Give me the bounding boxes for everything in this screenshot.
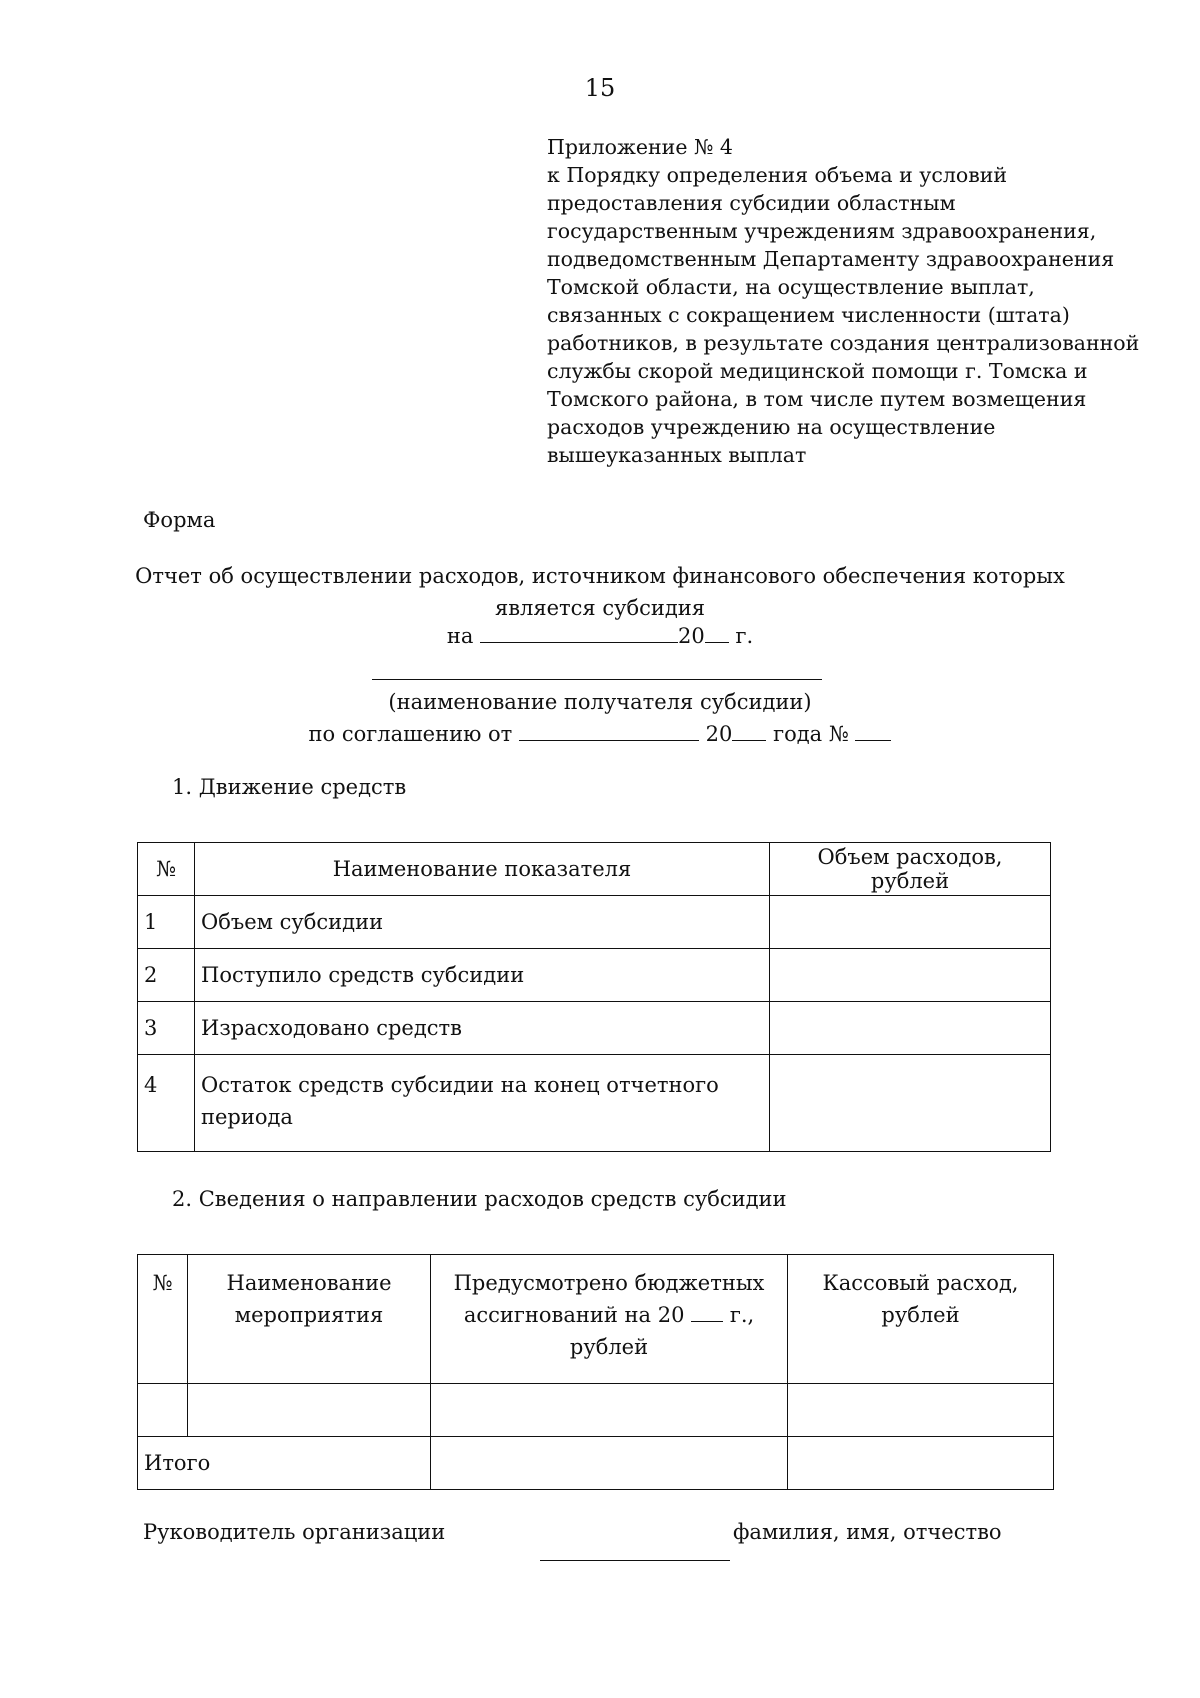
section2-title: 2. Сведения о направлении расходов средств субсидии <box>172 1187 787 1211</box>
header-text: г., <box>729 1303 755 1327</box>
agreement-prefix: по соглашению от <box>308 722 513 746</box>
report-title-line: Отчет об осуществлении расходов, источником финансового обеспечения которых <box>135 564 1065 588</box>
row-value[interactable] <box>770 1055 1051 1152</box>
report-title <box>0 560 1200 624</box>
date-prefix: на <box>446 624 474 648</box>
date-blank[interactable] <box>480 622 678 643</box>
header-line: Кассовый расход, <box>822 1271 1019 1295</box>
row-name-line: периода <box>201 1105 293 1129</box>
table-row <box>138 896 1051 949</box>
agreement-year: 20 <box>705 722 733 746</box>
agreement-suffix: года № <box>773 722 849 746</box>
row-name: Израсходовано средств <box>195 1002 770 1055</box>
appendix-line: к Порядку определения объема и условий <box>547 163 1008 187</box>
appendix-line: вышеуказанных выплат <box>547 443 807 467</box>
recipient-name-line[interactable] <box>372 679 822 680</box>
row-num: 3 <box>138 1002 195 1055</box>
header-amount: Объем расходов, рублей <box>770 843 1051 896</box>
total-cash[interactable] <box>788 1437 1054 1490</box>
table-row <box>138 1002 1051 1055</box>
appendix-line: связанных с сокращением численности (штата) <box>547 303 1070 327</box>
header-cash <box>788 1255 1054 1384</box>
appendix-line: работников, в результате создания централизованной <box>547 331 1140 355</box>
row-num: 2 <box>138 949 195 1002</box>
row-num: 1 <box>138 896 195 949</box>
row-name: Объем субсидии <box>195 896 770 949</box>
expenditure-table <box>137 1254 1054 1490</box>
row-value[interactable] <box>770 896 1051 949</box>
total-label: Итого <box>138 1437 431 1490</box>
cell-activity[interactable] <box>188 1384 431 1437</box>
date-suffix: г. <box>735 624 754 648</box>
year-blank[interactable] <box>705 622 729 643</box>
agreement-date-blank[interactable] <box>519 720 699 741</box>
cell-cash[interactable] <box>788 1384 1054 1437</box>
row-name-line: Остаток средств субсидии на конец отчетного <box>201 1073 719 1097</box>
agreement-year-blank[interactable] <box>732 720 766 741</box>
signature-label: Руководитель организации <box>143 1520 446 1544</box>
header-line <box>437 1299 781 1331</box>
header-line: Наименование <box>226 1271 392 1295</box>
report-title-line: является субсидия <box>494 596 706 620</box>
cell-num[interactable] <box>138 1384 188 1437</box>
row-num: 4 <box>138 1055 195 1152</box>
header-num: № <box>138 843 195 896</box>
header-activity <box>188 1255 431 1384</box>
table-row <box>138 1384 1054 1437</box>
table-row <box>138 949 1051 1002</box>
table-header-row <box>138 1255 1054 1384</box>
header-indicator: Наименование показателя <box>195 843 770 896</box>
table-header-row <box>138 843 1051 896</box>
section1-title: 1. Движение средств <box>172 775 407 799</box>
appendix-header <box>547 133 1167 469</box>
total-planned[interactable] <box>431 1437 788 1490</box>
row-value[interactable] <box>770 949 1051 1002</box>
recipient-caption: (наименование получателя субсидии) <box>388 690 812 714</box>
appendix-line: расходов учреждению на осуществление <box>547 415 996 439</box>
signature-line[interactable] <box>540 1560 730 1561</box>
cell-planned[interactable] <box>431 1384 788 1437</box>
row-name <box>195 1055 770 1152</box>
report-date-line <box>0 622 1200 648</box>
form-label: Форма <box>143 508 216 532</box>
table-row <box>138 1055 1051 1152</box>
header-num: № <box>138 1255 188 1384</box>
page-number: 15 <box>584 74 616 102</box>
appendix-line: подведомственным Департаменту здравоохранения <box>547 247 1115 271</box>
agreement-line <box>0 720 1200 746</box>
total-row <box>138 1437 1054 1490</box>
header-line: мероприятия <box>234 1303 384 1327</box>
appendix-line: государственным учреждениям здравоохранения, <box>547 219 1097 243</box>
header-planned <box>431 1255 788 1384</box>
row-value[interactable] <box>770 1002 1051 1055</box>
appendix-line: службы скорой медицинской помощи г. Томска и <box>547 359 1088 383</box>
appendix-line: Приложение № 4 <box>547 135 733 159</box>
header-line: рублей <box>881 1303 960 1327</box>
header-text: ассигнований на 20 <box>463 1303 685 1327</box>
header-line: рублей <box>569 1335 649 1359</box>
funds-movement-table <box>137 842 1051 1152</box>
appendix-line: Томской области, на осуществление выплат, <box>547 275 1035 299</box>
signature-name-caption: фамилия, имя, отчество <box>733 1520 1002 1544</box>
header-line: Предусмотрено бюджетных <box>453 1271 765 1295</box>
year-blank[interactable] <box>691 1301 723 1322</box>
date-year: 20 <box>678 624 705 648</box>
appendix-line: предоставления субсидии областным <box>547 191 956 215</box>
row-name: Поступило средств субсидии <box>195 949 770 1002</box>
appendix-line: Томского района, в том числе путем возмещения <box>547 387 1087 411</box>
agreement-number-blank[interactable] <box>855 720 891 741</box>
